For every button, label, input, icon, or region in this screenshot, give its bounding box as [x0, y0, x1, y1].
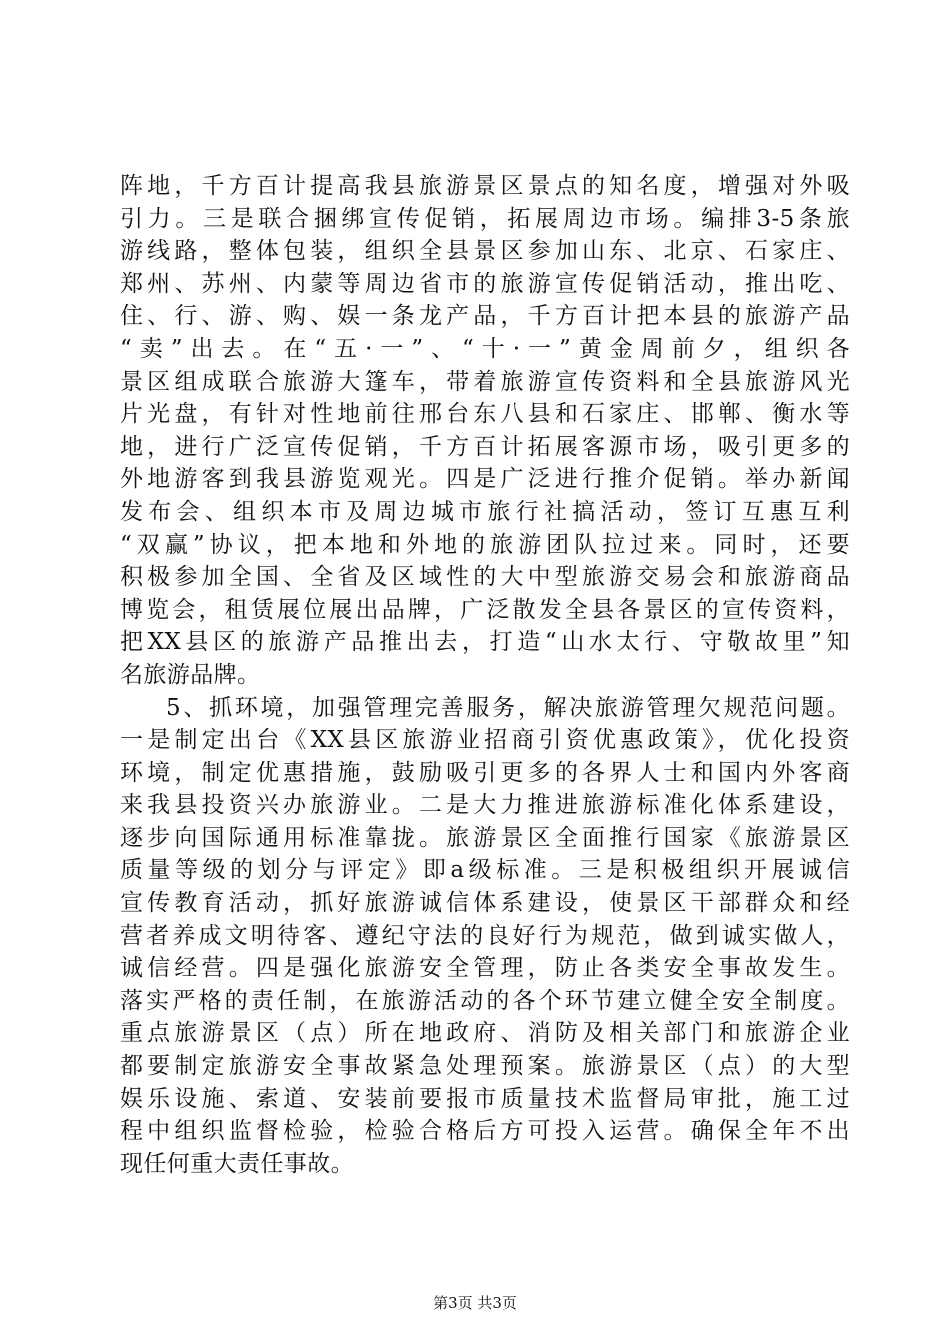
body-text [120, 170, 850, 1180]
text-line: 现任何重大责任事故。 [120, 1150, 354, 1177]
text-line: “双赢”协议，把本地和外地的旅游团队拉过来。同时，还要 [120, 531, 850, 558]
text-line: 游线路，整体包装，组织全县景区参加山东、北京、石家庄、 [120, 238, 850, 265]
page-footer: 第3页 共3页 [433, 1294, 517, 1312]
text-line: “卖”出去。在“五·一”、“十·一”黄金周前夕，组织各 [120, 335, 850, 362]
text-line: 都要制定旅游安全事故紧急处理预案。旅游景区（点）的大型 [120, 1053, 850, 1080]
text-line: 住、行、游、购、娱一条龙产品，千方百计把本县的旅游产品 [120, 303, 850, 330]
text-line: 景区组成联合旅游大篷车，带着旅游宣传资料和全县旅游风光 [120, 368, 850, 395]
text-line: 发布会、组织本市及周边城市旅行社搞活动，签订互惠互利 [120, 498, 850, 525]
text-line: 逐步向国际通用标准靠拢。旅游景区全面推行国家《旅游景区 [120, 824, 850, 851]
text-line: 外地游客到我县游览观光。四是广泛进行推介促销。举办新闻 [120, 466, 850, 493]
text-line: 诚信经营。四是强化旅游安全管理，防止各类安全事故发生。 [120, 955, 850, 982]
section-heading-line: 5、抓环境，加强管理完善服务，解决旅游管理欠规范问题。 [166, 694, 850, 721]
text-line: 阵地，千方百计提高我县旅游景区景点的知名度，增强对外吸 [120, 173, 850, 199]
text-line: 引力。三是联合捆绑宣传促销，拓展周边市场。编排3-5条旅 [120, 205, 850, 232]
text-line: 营者养成文明待客、遵纪守法的良好行为规范，做到诚实做人， [120, 922, 850, 949]
text-line: 名旅游品牌。 [120, 661, 261, 688]
text-line: 把XX县区的旅游产品推出去，打造“山水太行、守敬故里”知 [120, 629, 850, 656]
text-line: 宣传教育活动，抓好旅游诚信体系建设，使景区干部群众和经 [120, 890, 850, 917]
text-line: 环境，制定优惠措施，鼓励吸引更多的各界人士和国内外客商 [120, 759, 850, 786]
text-line: 娱乐设施、索道、安装前要报市质量技术监督局审批，施工过 [120, 1085, 850, 1112]
text-line: 一是制定出台《XX县区旅游业招商引资优惠政策》，优化投资 [120, 727, 850, 754]
text-line: 重点旅游景区（点）所在地政府、消防及相关部门和旅游企业 [120, 1020, 850, 1047]
text-line: 博览会，租赁展位展出品牌，广泛散发全县各景区的宣传资料， [120, 596, 850, 623]
text-line: 落实严格的责任制，在旅游活动的各个环节建立健全安全制度。 [120, 987, 850, 1014]
text-line: 片光盘，有针对性地前往邢台东八县和石家庄、邯郸、衡水等 [120, 401, 850, 428]
text-line: 郑州、苏州、内蒙等周边省市的旅游宣传促销活动，推出吃、 [120, 270, 850, 297]
text-line: 质量等级的划分与评定》即a级标准。三是积极组织开展诚信 [120, 857, 850, 884]
text-line: 来我县投资兴办旅游业。二是大力推进旅游标准化体系建设， [120, 792, 850, 819]
text-line: 积极参加全国、全省及区域性的大中型旅游交易会和旅游商品 [120, 564, 850, 591]
text-line: 地，进行广泛宣传促销，千方百计拓展客源市场，吸引更多的 [120, 433, 850, 460]
text-line: 程中组织监督检验，检验合格后方可投入运营。确保全年不出 [120, 1118, 850, 1145]
